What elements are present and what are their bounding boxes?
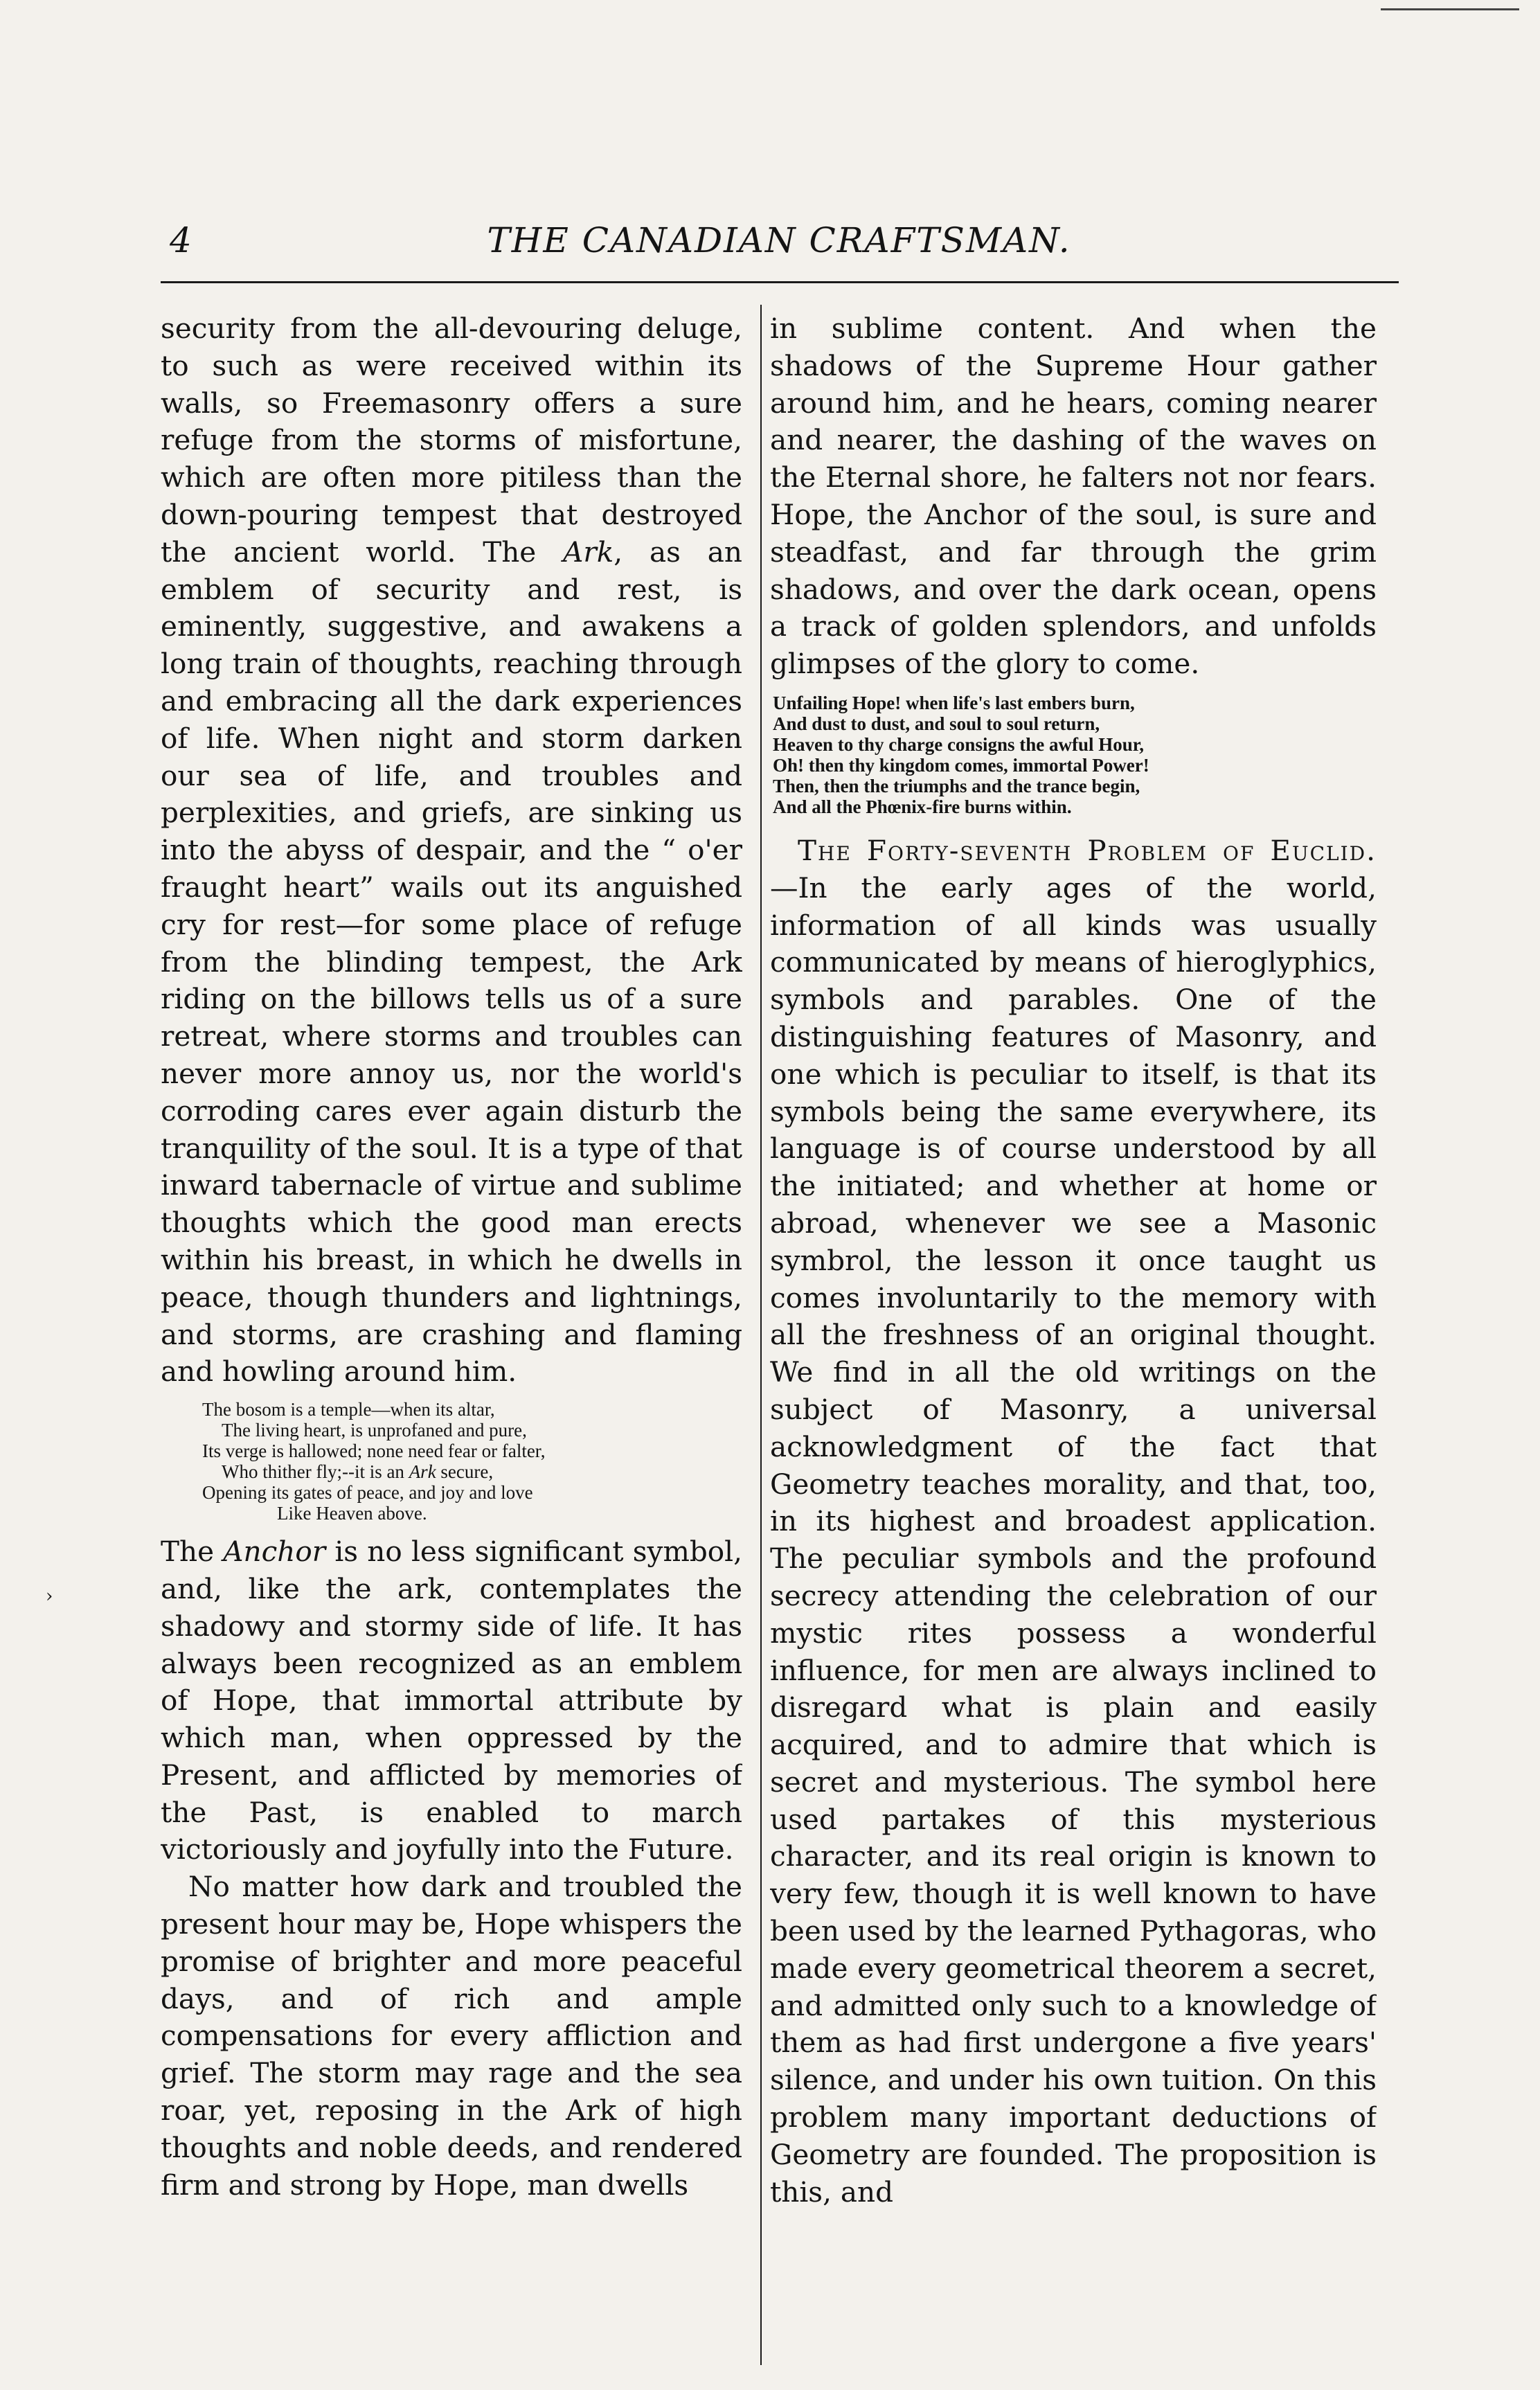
left-paragraph-2 <box>161 1533 742 1869</box>
corner-rule <box>1381 8 1519 10</box>
margin-mark: › <box>46 1586 53 1607</box>
text-run: Who thither fly;--it is an <box>222 1461 409 1483</box>
text-run: , as an emblem of security and rest, is eminently, suggestive, and awakens a long train of thoughts, reaching through and embracing all the dark experiences of life. When night and storm darken our sea of life, and troubles and perplexities, and griefs, are sinking us into the abyss of despair, and the “ o'er fraught heart” wails out its anguished cry for rest—for some place of refuge from the blinding tempest, the Ark riding on the billows tells us of a sure retreat, where storms and troubles can never more annoy us, nor the world's corroding cares ever again disturb the tranquility of the soul. It is a type of that inward tabernacle of virtue and sublime thoughts which the good man erects within his breast, in which he dwells in peace, though thunders and lightnings, and storms, are crashing and flaming and howling around him. <box>161 535 742 1389</box>
poem-line: Unfailing Hope! when life's last embers burn, <box>773 692 1135 713</box>
left-paragraph-3: No matter how dark and troubled the present hour may be, Hope whispers the promise of brighter and more peaceful days, and of rich and ample compensations for every affliction and grief. The storm may rage and the sea roar, yet, reposing in the Ark of high thoughts and noble deeds, and rendered firm and strong by Hope, man dwells <box>161 1870 742 2202</box>
left-poem <box>161 1399 742 1524</box>
italic-term: Ark <box>563 535 614 569</box>
poem-line: Heaven to thy charge consigns the awful Hour, <box>773 733 1145 755</box>
page-number: 4 <box>170 220 192 260</box>
poem-line: And all the Phœnix-fire burns within. <box>773 796 1072 817</box>
running-title: THE CANADIAN CRAFTSMAN. <box>487 220 1071 260</box>
poem-line <box>161 1461 742 1482</box>
poem-line: Oh! then thy kingdom comes, immortal Power! <box>773 754 1149 776</box>
poem-line: The bosom is a temple—when its altar, <box>202 1399 495 1420</box>
poem-line: Its verge is hallowed; none need fear or falter, <box>202 1441 546 1462</box>
text-run: security from the all-devouring deluge, to such as were received within its walls, so Freemasonry offers a sure refuge from the storms of misfortune, which are often more pitiless than the down-pouring tempest that destroyed the ancient world. The <box>161 312 742 569</box>
poem-line: Opening its gates of peace, and joy and love <box>202 1482 533 1504</box>
right-paragraph-1: in sublime content. And when the shadows of the Supreme Hour gather around him, and he hears, coming nearer and nearer, the dashing of the waves on the Eternal shore, he falters not nor fears. Hope, the Anchor of the soul, is sure and steadfast, and far through the grim shadows, and over the dark ocean, opens a track of golden splendors, and unfolds glimpses of the glory to come. <box>770 312 1377 681</box>
text-run: —In the early ages of the world, information of all kinds was usually communicated by means of hieroglyphics, symbols and parables. One of the distinguishing features of Masonry, and one which is peculiar to itself, is that its symbols being the same everywhere, its language is of course understood by all the initiated; and whether at home or abroad, whenever we see a Masonic symbrol, the lesson it once taught us comes involuntarily to the memory with all the freshness of an original thought. We find in all the old writings on the subject of Masonry, a universal acknowledgment of the fact that Geometry teaches morality, and that, too, in its highest and broadest application. The peculiar symbols and the profound secrecy attending the celebration of our mystic rites possess a wonderful influence, for men are always inclined to disregard what is plain and easily acquired, and to admire that which is secret and mysterious. The symbol here used partakes of this mysterious character, and its real origin is known to very few, though it is well known to have been used by the learned Pythagoras, who made every geometrical theorem a secret, and admitted only such to a knowledge of them as had first undergone a five years' silence, and under his own tuition. On this problem many important deductions of Geometry are founded. The proposition is this, and <box>770 871 1377 2209</box>
poem-line: Like Heaven above. <box>277 1503 427 1524</box>
right-column <box>770 310 1377 2367</box>
column-divider <box>760 305 762 2365</box>
italic-term: Anchor <box>223 1535 326 1569</box>
right-paragraph-2 <box>770 832 1377 2211</box>
text-run: secure, <box>436 1461 494 1483</box>
header-rule <box>161 281 1399 283</box>
right-poem <box>770 693 1377 817</box>
text-run: is no less significant symbol, and, like the ark, contemplates the shadowy and stormy side of life. It has always been recognized as an emblem of Hope, that immortal attribute by which man, when oppressed by the Present, and afflicted by memories of the Past, is enabled to march victoriously and joyfully into the Future. <box>161 1535 742 1866</box>
poem-line: And dust to dust, and soul to soul return, <box>773 713 1100 734</box>
italic-term: Ark <box>409 1461 436 1483</box>
page-header <box>159 220 1399 269</box>
left-paragraph-1 <box>161 310 742 1391</box>
text-run: The <box>161 1535 224 1569</box>
poem-line: The living heart, is unprofaned and pure, <box>222 1420 527 1441</box>
left-column <box>161 310 742 2367</box>
section-heading: The Forty-seventh Problem of Euclid. <box>798 833 1377 867</box>
poem-line: Then, then the triumphs and the trance begin, <box>773 775 1140 796</box>
